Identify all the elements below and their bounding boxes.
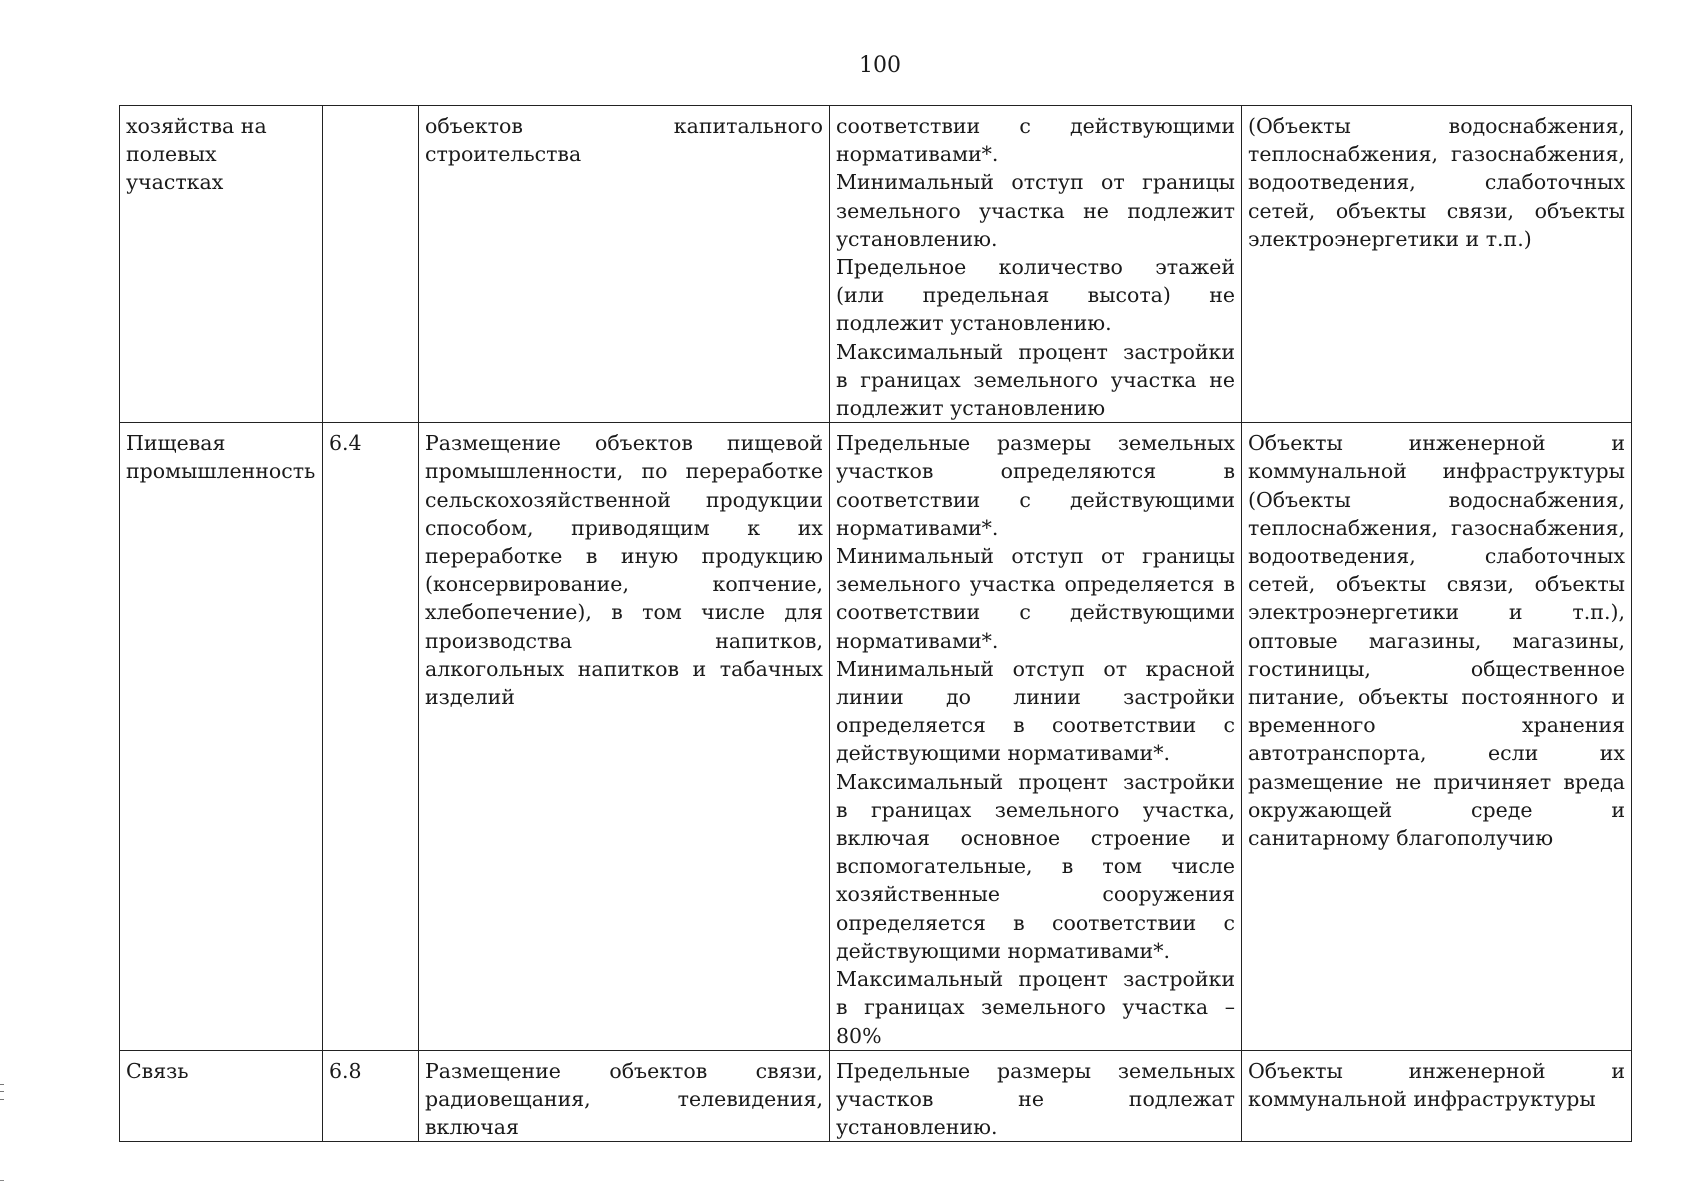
use-type-name-cell [120,1050,323,1142]
parameters-cell [830,1050,1242,1142]
parameter-text: Предельное количество этажей (или предельная высота) не подлежит установлению. [836,255,1235,336]
page-number: 100 [859,53,901,78]
use-code-cell [323,1050,419,1142]
auxiliary-uses: Объекты инженерной и коммунальной инфраструктуры [1248,1058,1625,1111]
parameter-text: Максимальный процент застройки в границах земельного участка, включая основное строение и вспомогательные, в том числе хозяйственные сооружения определяется в соответствии с действующими нормативами*. [836,769,1235,963]
parameter-text: Предельные размеры земельных участков не подлежат установлению. [836,1058,1235,1140]
use-type-name-cell [120,423,323,1050]
use-code: 6.8 [329,1058,362,1083]
parameter-text: Максимальный процент застройки в границах земельного участка не подлежит установлению [836,339,1235,421]
parameter-text: Минимальный отступ от границы земельного участка не подлежит установлению. [836,170,1235,251]
scan-margin-tick [0,1180,4,1181]
parameters-cell [830,423,1242,1050]
auxiliary-uses-cell [1242,106,1632,423]
use-type-name: хозяйства на полевых участках [126,114,267,195]
use-description: Размещение объектов пищевой промышленности, по переработке сельскохозяйственной продукции способом, приводящим к их переработке в иную продукцию (консервирование, копчение, хлебопечение), в том числе для производства напитков, алкогольных напитков и табачных изделий [425,431,823,710]
scan-margin-mark [0,1084,4,1100]
use-code: 6.4 [329,431,362,456]
zoning-regulations-table [119,105,1632,1142]
use-code-cell [323,106,419,423]
parameters-cell [830,106,1242,423]
parameter-text: Минимальный отступ от границы земельного участка определяется в соответствии с действующими нормативами*. [836,544,1235,653]
auxiliary-uses: (Объекты водоснабжения, теплоснабжения, газоснабжения, водоотведения, слаботочных сетей, объекты связи, объекты электроэнергетики и т.п.) [1248,114,1625,251]
parameter-text: Предельные размеры земельных участков определяются в соответствии с действующими нормативами*. [836,431,1235,540]
use-description-cell [419,1050,830,1142]
use-description-cell [419,423,830,1050]
auxiliary-uses-cell [1242,423,1632,1050]
table-row [120,106,1632,423]
parameter-text: соответствии с действующими нормативами*. [836,114,1235,167]
auxiliary-uses: Объекты инженерной и коммунальной инфраструктуры (Объекты водоснабжения, теплоснабжения, газоснабжения, водоотведения, слаботочных сетей, объекты связи, объекты электроэнергетики и т.п.), оптовые магазины, магазины, гостиницы, общественное питание, объекты постоянного и временного хранения автотранспорта, если их размещение не причиняет вреда окружающей среде и санитарному благополучию [1248,431,1625,851]
use-code-cell [323,423,419,1050]
use-description: Размещение объектов связи, радиовещания, телевидения, включая [425,1058,823,1140]
use-type-name-cell [120,106,323,423]
table-row [120,423,1632,1050]
use-description-cell [419,106,830,423]
use-description: объектов капитального строительства [425,114,823,167]
parameter-text: Минимальный отступ от красной линии до линии застройки определяется в соответствии с действующими нормативами*. [836,656,1235,766]
table-row [120,1050,1632,1142]
use-type-name: Связь [126,1058,189,1083]
use-type-name: Пищевая промышленность [126,431,316,484]
parameter-text: Максимальный процент застройки в границах земельного участка – 80% [836,967,1235,1048]
auxiliary-uses-cell [1242,1050,1632,1142]
